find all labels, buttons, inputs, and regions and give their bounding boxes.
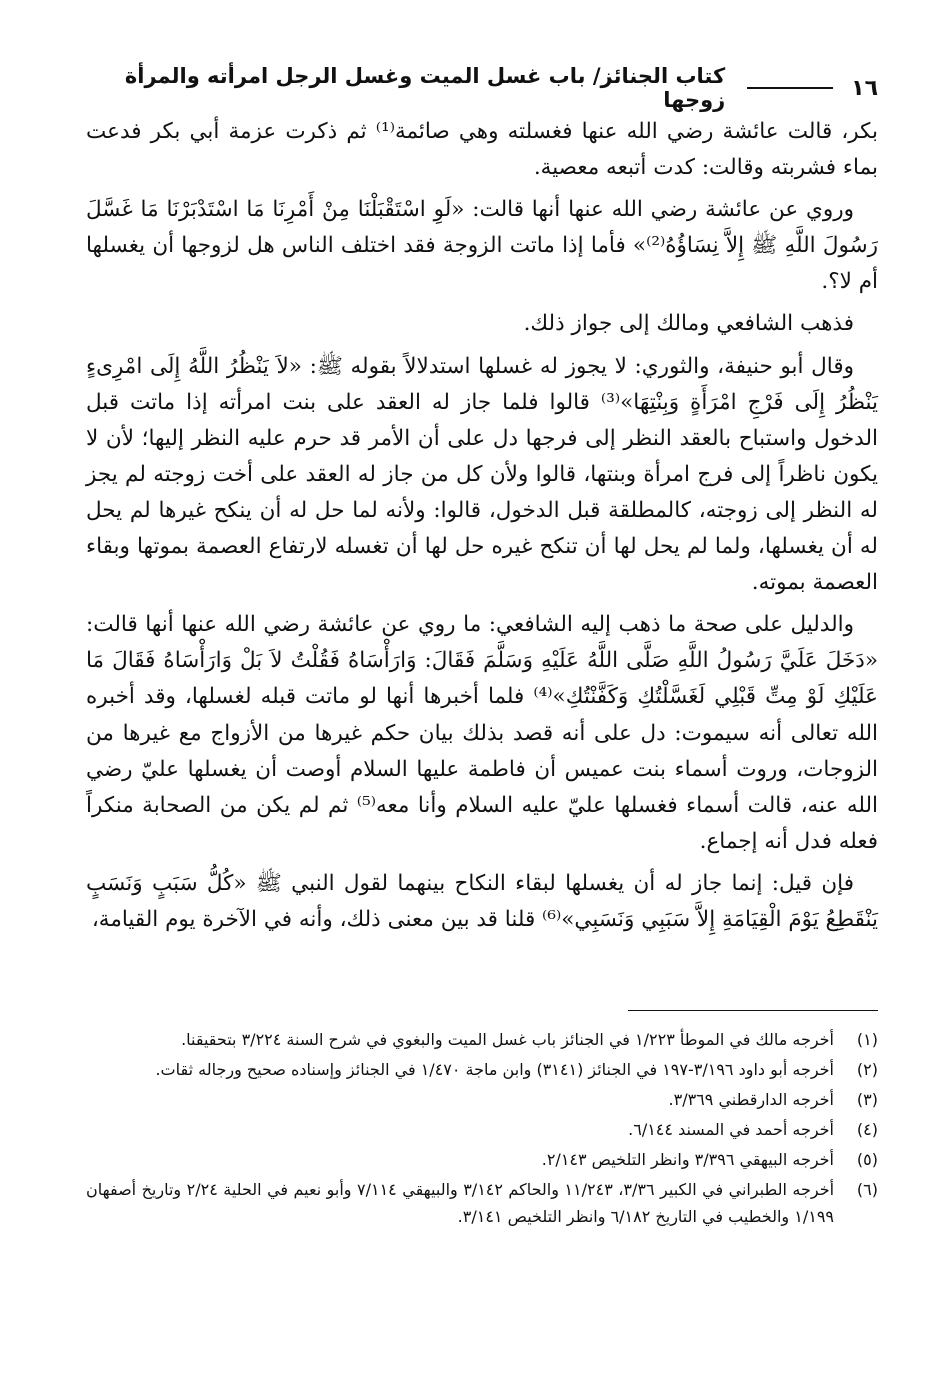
header-rule xyxy=(747,87,833,89)
footnote xyxy=(86,1056,878,1083)
footnote xyxy=(86,1146,878,1173)
footnote xyxy=(86,1026,878,1053)
footnote-number: (٤) xyxy=(856,1120,878,1139)
paragraph: فإن قيل: إنما جاز له أن يغسلها لبقاء النكاح بينهما لقول النبي ﷺ «كُلُّ سَبَبٍ وَنَسَبٍ يَنْقَطِعُ يَوْمَ الْقِيَامَةِ إِلاَّ سَبَبِي وَنَسَبِي»⁽⁶⁾ قلنا قد بين معنى ذلك، وأنه في الآخرة يوم القيامة، xyxy=(86,870,878,932)
footnote-number: (١) xyxy=(856,1030,878,1049)
paragraph: وروي عن عائشة رضي الله عنها أنها قالت: «لَوِ اسْتَقْبَلْنَا مِنْ أَمْرِنَا مَا اسْتَدْبَرْنَا مَا غَسَّلَ رَسُولَ اللَّهِ ﷺ إِلاَّ نِسَاؤُهُ⁽²⁾» فأما إذا ماتت الزوجة فقد اختلف الناس هل لزوجها أن يغسلها أم لا؟. xyxy=(86,197,878,295)
footnote-text: أخرجه أحمد في المسند ٦/١٤٤. xyxy=(628,1120,834,1139)
footnote-number: (٢) xyxy=(856,1060,878,1079)
paragraph: فذهب الشافعي ومالك إلى جواز ذلك. xyxy=(523,311,854,337)
footnote xyxy=(86,1116,878,1143)
header-title: كتاب الجنائز/ باب غسل الميت وغسل الرجل امرأته والمرأة زوجها xyxy=(124,64,726,112)
footnote-text: أخرجه البيهقي ٣/٣٩٦ وانظر التلخيص ٢/١٤٣. xyxy=(541,1150,834,1169)
paragraph: بكر، قالت عائشة رضي الله عنها فغسلته وهي صائمة⁽¹⁾ ثم ذكرت عزمة أبي بكر فدعت بماء فشربته وقالت: كدت أتبعه معصية. xyxy=(86,119,879,181)
paragraph: وقال أبو حنيفة، والثوري: لا يجوز له غسلها استدلالاً بقوله ﷺ: «لاَ يَنْظُرُ اللَّهُ إِلَى امْرِىءٍ يَنْظُرُ إِلَى فَرْجِ امْرَأَةٍ وَبِنْتِهَا»⁽³⁾ قالوا فلما جاز له العقد على بنت امرأته إذا ماتت قبل الدخول واستباح بالعقد النظر إلى فرجها دل على أن الأمر قد حرم عليه النظر إليها؛ لأن لا يكون ناظراً إلى فرج امرأة وبنتها، قالوا ولأن كل من جاز له العقد على أخت زوجته لم يجز له النظر إلى زوجته، كالمطلقة قبل الدخول، قالوا: ولأنه لما حل له أن ينكح غيرها لم يحل له أن يغسلها، ولما لم يحل لها أن تنكح غيره حل لها أن تغسله لارتفاع العصمة بموتها وبقاء العصمة بموته. xyxy=(86,353,879,596)
footnote xyxy=(86,1086,878,1113)
running-header xyxy=(86,64,878,112)
footnote-text: أخرجه الدارقطني ٣/٣٦٩. xyxy=(668,1090,834,1109)
footnote-number: (٦) xyxy=(856,1180,878,1199)
footnote-text: أخرجه أبو داود ٣/١٩٦-١٩٧ في الجنائز (٣١٤١) وابن ماجة ١/٤٧٠ في الجنائز وإسناده صحيح ورجاله ثقات. xyxy=(155,1060,834,1079)
page-number: ١٦ xyxy=(851,75,878,101)
paragraph: والدليل على صحة ما ذهب إليه الشافعي: ما روي عن عائشة رضي الله عنها أنها قالت: «دَخَلَ عَلَيَّ رَسُولُ اللَّهِ صَلَّى اللَّهُ عَلَيْهِ وَسَلَّمَ فَقَالَ: وَارَأْسَاهُ فَقُلْتُ لاَ بَلْ وَارَأْسَاهُ فَقَالَ مَا عَلَيْكِ لَوْ مِتِّ قَبْلِي لَغَسَّلْتُكِ وَكَفَّنْتُكِ»⁽⁴⁾ فلما أخبرها أنها لو ماتت قبله لغسلها، وقد أخبره الله تعالى أنه سيموت: دل على أنه قصد بذلك بيان حكم غيرها من الأزواج مع غيرها من الزوجات، وروت أسماء بنت عميس أن فاطمة عليها السلام أوصت أن يغسلها عليّ رضي الله عنه، قالت أسماء فغسلها عليّ عليه السلام وأنا معه⁽⁵⁾ ثم لم يكن من الصحابة منكراً فعله فدل أنه إجماع. xyxy=(86,612,878,854)
footnote-text: أخرجه مالك في الموطأ ١/٢٢٣ في الجنائز باب غسل الميت والبغوي في شرح السنة ٣/٢٢٤ بتحقيقنا. xyxy=(181,1030,834,1049)
footnote-number: (٣) xyxy=(856,1090,878,1109)
footnote xyxy=(86,1176,878,1230)
footnote-number: (٥) xyxy=(856,1150,878,1169)
main-text xyxy=(86,114,878,990)
footnote-text: أخرجه الطبراني في الكبير ٣/٣٦، ١١/٢٤٣ والحاكم ٣/١٤٢ والبيهقي ٧/١١٤ وأبو نعيم في الحلية ٢/٢٤ وتاريخ أصفهان ١/١٩٩ والخطيب في التاريخ ٦/١٨٢ وانظر التلخيص ٣/١٤١. xyxy=(86,1180,835,1226)
footnotes xyxy=(86,1026,878,1326)
footnote-separator xyxy=(628,1010,878,1011)
